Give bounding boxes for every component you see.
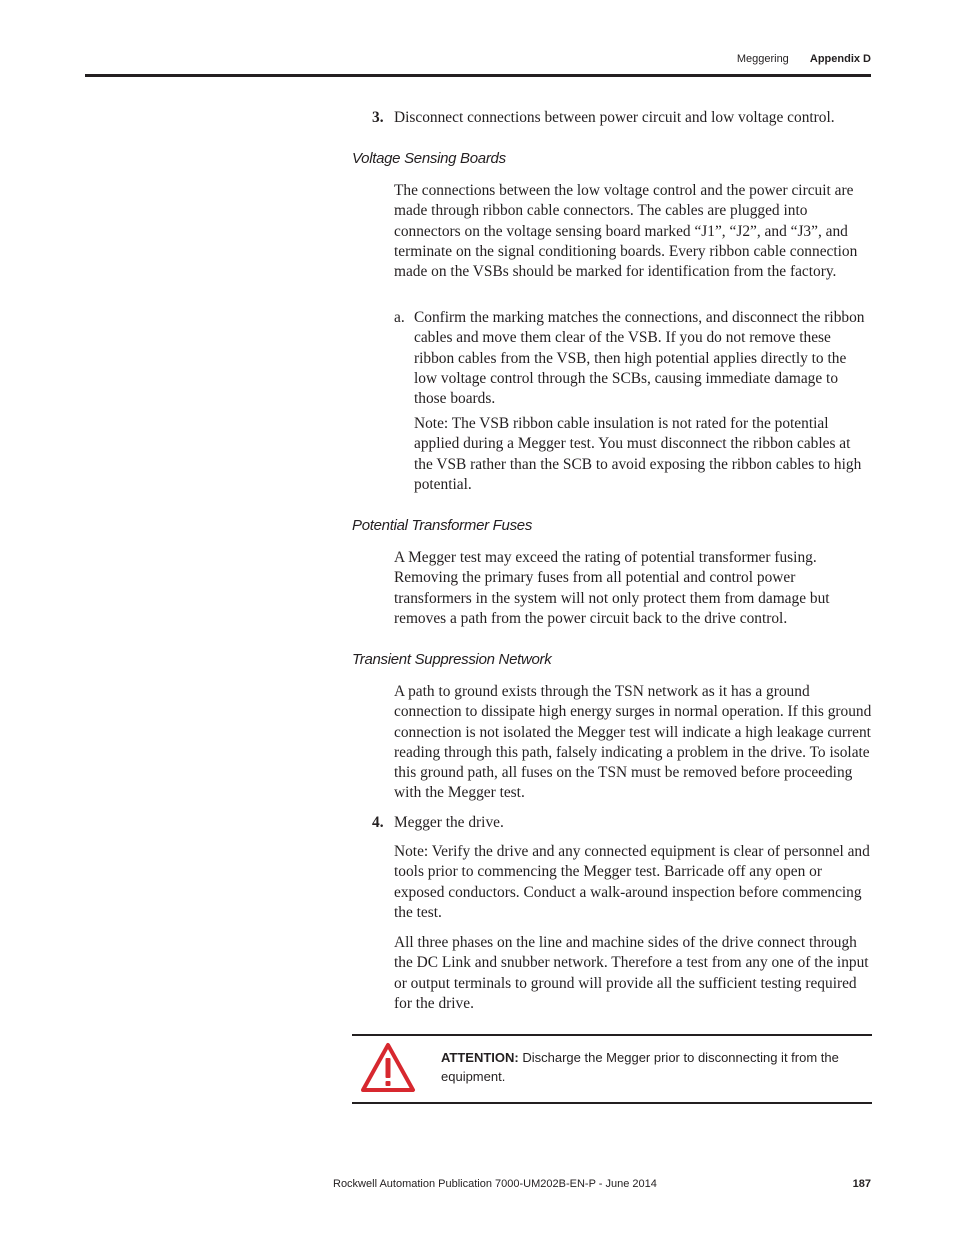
- heading-potential-transformer-fuses: Potential Transformer Fuses: [352, 517, 533, 534]
- warning-triangle-icon: [360, 1042, 416, 1094]
- step-4-number: 4.: [372, 814, 384, 831]
- ptf-paragraph: A Megger test may exceed the rating of potential transformer fusing. Removing the primary fuses from all potential and control power transformers in the system will not only protect them from damage but removes a path from the power circuit back to the drive control.: [394, 549, 830, 627]
- footer-page-number: 187: [852, 1178, 871, 1190]
- vsb-note: Note: The VSB ribbon cable insulation is not rated for the potential applied during a Megger test. You must disconnect the ribbon cables at the VSB rather than the SCB to avoid exposing the ribbon cables to high potential.: [414, 415, 862, 493]
- page-header: [737, 53, 871, 65]
- step-3-number: 3.: [372, 109, 384, 126]
- vsb-sub-text: Confirm the marking matches the connections, and disconnect the ribbon cables and move them clear of the VSB. If you do not remove these ribbon cables from the VSB, then high potential applies directly to the low voltage control through the SCBs, causing immediate damage to those boards.: [414, 309, 865, 408]
- heading-voltage-sensing-boards: Voltage Sensing Boards: [352, 150, 506, 167]
- attention-label: ATTENTION:: [441, 1050, 519, 1065]
- vsb-paragraph: The connections between the low voltage control and the power circuit are made through ribbon cable connectors. The cables are plugged into connectors on the voltage sensing board marked “J1”, “J2”, and “J3”, and terminate on the signal conditioning boards. Every ribbon cable connection made on the VSBs should be marked for identification from the factory.: [394, 182, 858, 281]
- heading-transient-suppression-network: Transient Suppression Network: [352, 651, 552, 668]
- step-3-text: Disconnect connections between power circuit and low voltage control.: [394, 109, 835, 126]
- header-rule: [85, 74, 871, 77]
- header-section: Meggering: [736, 53, 789, 65]
- attention-box: [352, 1034, 872, 1104]
- step-4-note: Note: Verify the drive and any connected equipment is clear of personnel and tools prior to commencing the Megger test. Barricade off any open or exposed conductors. Conduct a walk-around inspection before commencing the test.: [394, 843, 870, 921]
- tsn-paragraph: A path to ground exists through the TSN network as it has a ground connection to dissipate high energy surges in normal operation. If this ground connection is not isolated the Megger test will indicate a high leakage current reading through this path, falsely indicating a problem in the drive. To isolate this ground path, all fuses on the TSN must be removed before proceeding with the Megger test.: [394, 683, 872, 802]
- step-4-text: Megger the drive.: [394, 814, 504, 831]
- vsb-sub-letter: a.: [394, 309, 405, 326]
- attention-text: Discharge the Megger prior to disconnecting it from the equipment.: [441, 1050, 839, 1084]
- footer-publication: Rockwell Automation Publication 7000-UM202B-EN-P - June 2014: [333, 1178, 657, 1190]
- step-4-paragraph: All three phases on the line and machine sides of the drive connect through the DC Link and snubber network. Therefore a test from any one of the input or output terminals to ground will provide all the sufficient testing required for the drive.: [394, 934, 869, 1012]
- attention-message: [441, 1048, 861, 1086]
- header-appendix: Appendix D: [809, 53, 871, 65]
